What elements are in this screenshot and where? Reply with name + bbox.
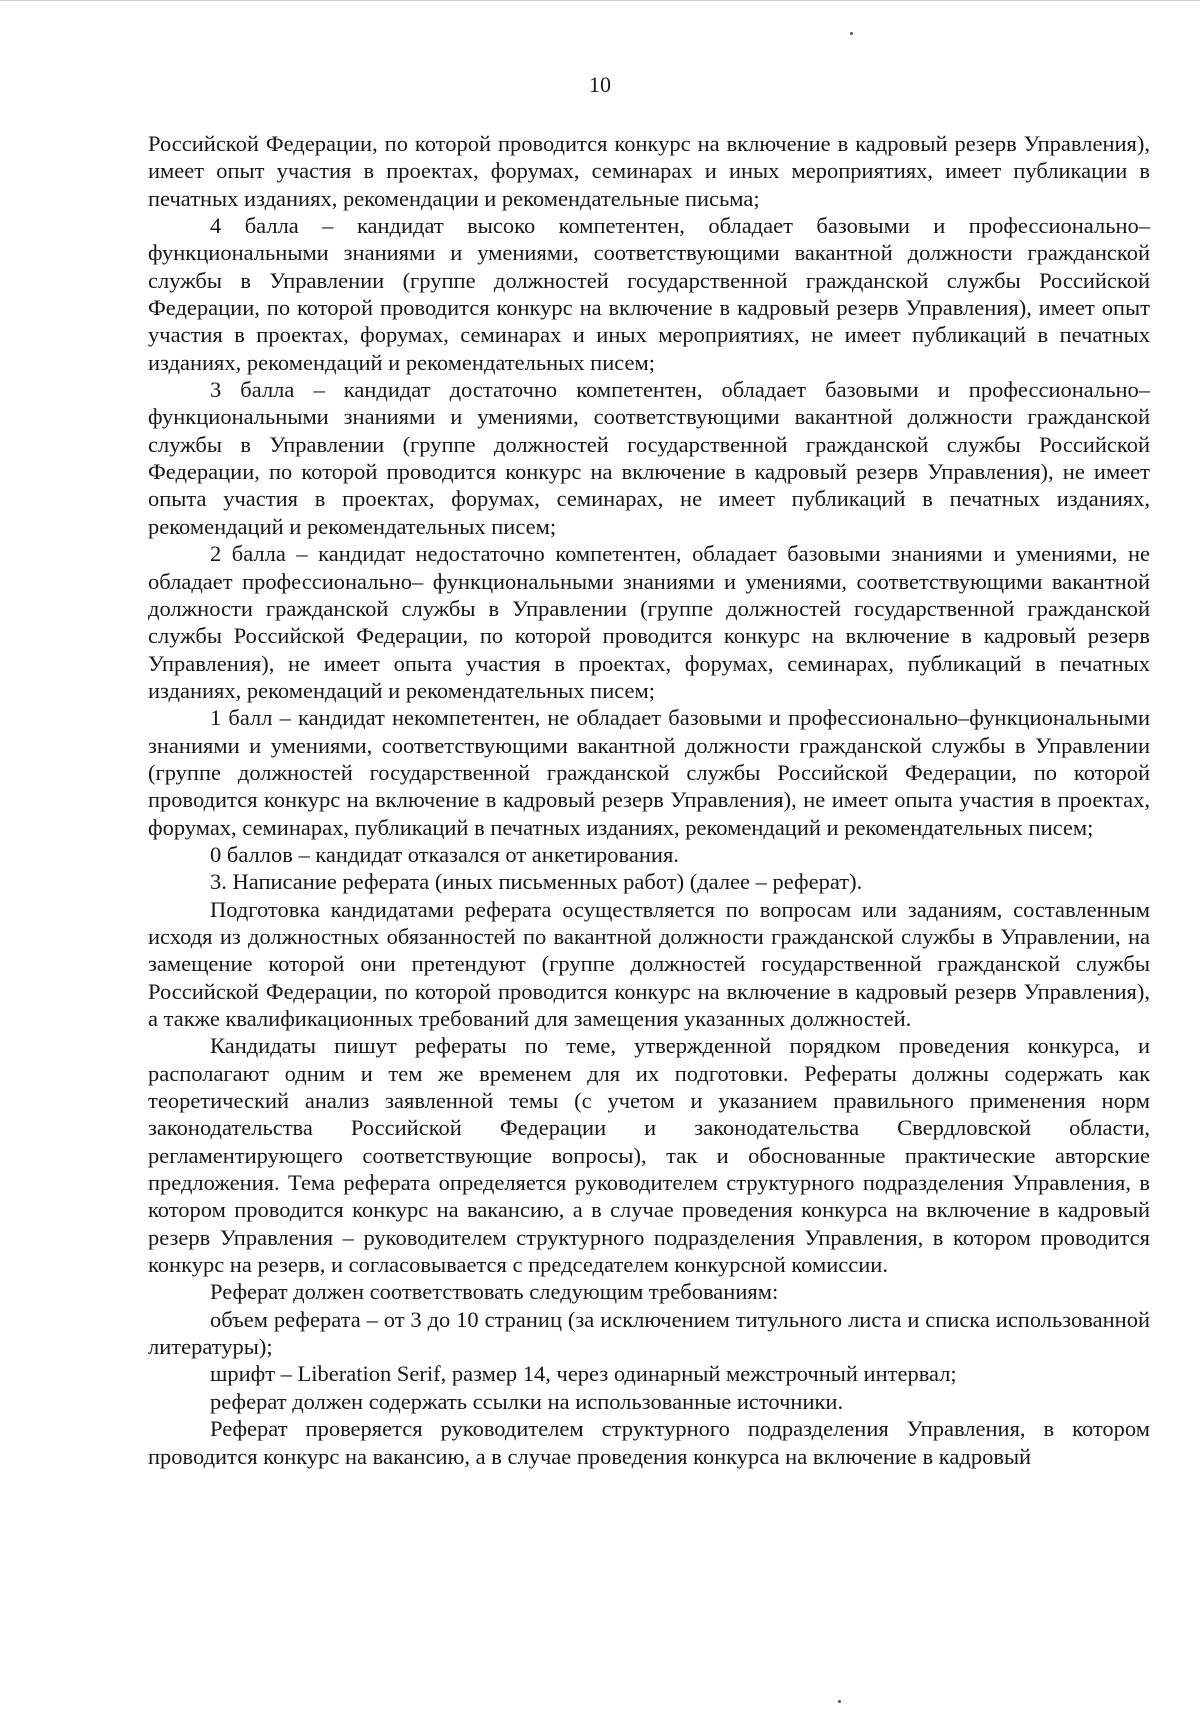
paragraph-continuation: Российской Федерации, по которой проводится конкурс на включение в кадровый резерв Управления), имеет опыт участия в проектах, форумах, семинарах и иных мероприятиях, имеет публикации в печатных изданиях, рекомендации и рекомендательные письма; <box>148 131 1150 211</box>
paragraph-essay-topic: Кандидаты пишут рефераты по теме, утвержденной порядком проведения конкурса, и располагают одним и тем же временем для их подготовки. Рефераты должны содержать как теоретический анализ заявленной темы (с учетом и указанием правильного применения норм законодательства Российской Федерации и законодательства Свердловской области, регламентирующего соответствующие вопросы), так и обоснованные практические авторские предложения. Тема реферата определяется руководителем структурного подразделения Управления, в котором проводится конкурс на вакансию, а в случае проведения конкурса на включение в кадровый резерв Управления – руководителем структурного подразделения Управления, в котором проводится конкурс на резерв, и согласовывается с председателем конкурсной комиссии. <box>148 1033 1150 1278</box>
paragraph-score-1: 1 балл – кандидат некомпетентен, не обладает базовыми и профессионально–функциональными знаниями и умениями, соответствующими вакантной должности гражданской службы в Управлении (группе должностей государственной гражданской службы Российской Федерации, по которой проводится конкурс на включение в кадровый резерв Управления), не имеет опыта участия в проектах, форумах, семинарах, публикаций в печатных изданиях, рекомендаций и рекомендательных писем; <box>148 705 1150 840</box>
requirement-volume: объем реферата – от 3 до 10 страниц (за исключением титульного листа и списка использованной литературы); <box>148 1306 1150 1360</box>
paragraph-essay-preparation: Подготовка кандидатами реферата осуществляется по вопросам или заданиям, составленным исходя из должностных обязанностей по вакантной должности гражданской службы в Управлении, на замещение которой они претендуют (группе должностей государственной гражданской службы Российской Федерации, по которой проводится конкурс на включение в кадровый резерв Управления), а также квалификационных требований для замещения указанных должностей. <box>148 896 1150 1031</box>
page-number: 10 <box>589 72 611 97</box>
paragraph-score-3: 3 балла – кандидат достаточно компетентен, обладает базовыми и профессионально–функциональными знаниями и умениями, соответствующими вакантной должности гражданской службы в Управлении (группе должностей государственной гражданской службы Российской Федерации, по которой проводится конкурс на включение в кадровый резерв Управления), не имеет опыта участия в проектах, форумах, семинарах, не имеет публикаций в печатных изданиях, рекомендаций и рекомендательных писем; <box>148 377 1150 539</box>
section-heading-essay: 3. Написание реферата (иных письменных работ) (далее – реферат). <box>210 869 863 895</box>
paragraph-score-4: 4 балла – кандидат высоко компетентен, обладает базовыми и профессионально–функциональными знаниями и умениями, соответствующими вакантной должности гражданской службы в Управлении (группе должностей государственной гражданской службы Российской Федерации, по которой проводится конкурс на включение в кадровый резерв Управления), имеет опыт участия в проектах, форумах, семинарах и иных мероприятиях, не имеет публикаций в печатных изданиях, рекомендаций и рекомендательных писем; <box>148 213 1150 375</box>
paragraph-essay-requirements: Реферат должен соответствовать следующим требованиям: <box>210 1279 779 1305</box>
requirement-font: шрифт – Liberation Serif, размер 14, через одинарный межстрочный интервал; <box>210 1361 957 1387</box>
scan-speck <box>838 1700 841 1703</box>
paragraph-essay-review: Реферат проверяется руководителем структурного подразделения Управления, в котором проводится конкурс на вакансию, а в случае проведения конкурса на включение в кадровый <box>148 1416 1150 1469</box>
requirement-references: реферат должен содержать ссылки на использованные источники. <box>210 1388 844 1414</box>
paragraph-score-0: 0 баллов – кандидат отказался от анкетирования. <box>210 841 679 867</box>
paragraph-score-2: 2 балла – кандидат недостаточно компетентен, обладает базовыми знаниями и умениями, не обладает профессионально– функциональными знаниями и умениями, соответствующими вакантной должности гражданской службы в Управлении (группе должностей государственной гражданской службы Российской Федерации, по которой проводится конкурс на включение в кадровый резерв Управления), не имеет опыта участия в проектах, форумах, семинарах, публикаций в печатных изданиях, рекомендаций и рекомендательных писем; <box>148 541 1150 703</box>
scan-speck <box>850 32 853 35</box>
scan-edge-top <box>0 0 1200 1</box>
document-body <box>148 130 1150 1470</box>
